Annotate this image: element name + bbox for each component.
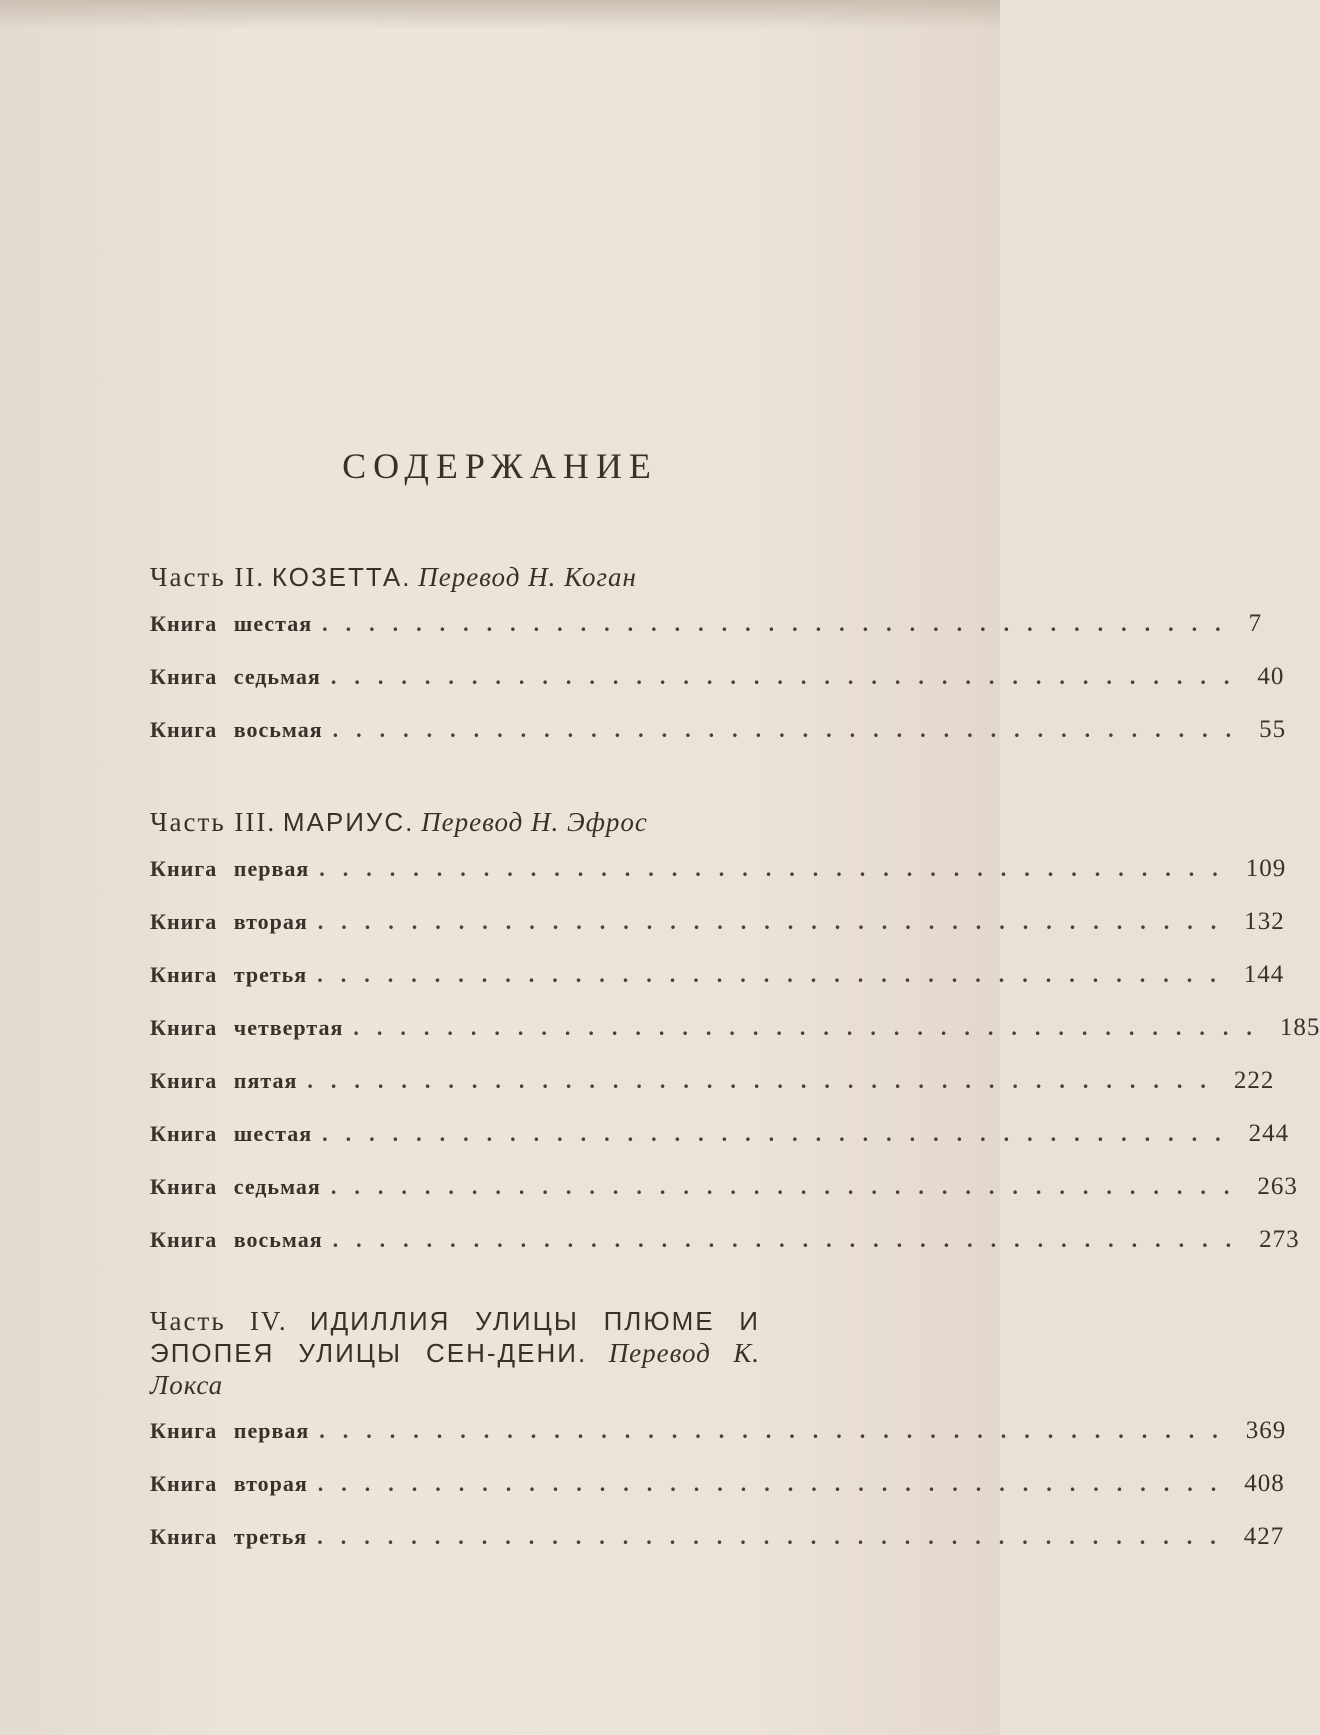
toc-entry[interactable]: [150, 716, 1287, 769]
toc-entry[interactable]: [150, 855, 1287, 908]
page-number: 132: [1244, 908, 1285, 935]
part-heading: [150, 560, 760, 594]
page-title: СОДЕРЖАНИЕ: [342, 446, 658, 486]
leader-dots: .......................................: [330, 664, 1248, 689]
toc-entry[interactable]: [150, 908, 1285, 961]
toc-entry[interactable]: [150, 1014, 1320, 1067]
entry-label: Книга четвертая: [150, 1015, 344, 1040]
toc-entry[interactable]: [150, 1523, 1285, 1576]
entry-label: Книга седьмая: [150, 664, 321, 689]
entry-label: Книга третья: [150, 1524, 308, 1549]
entry-label: Книга шестая: [150, 1121, 313, 1146]
leader-dots: .......................................: [317, 962, 1234, 987]
page-number: 273: [1259, 1226, 1300, 1253]
leader-dots: .......................................: [307, 1068, 1224, 1093]
part-title: ИДИЛЛИЯ УЛИЦЫ ПЛЮМЕ И ЭПОПЕЯ УЛИЦЫ СЕН-ДЕНИ.: [150, 1306, 760, 1368]
translator: Перевод К. Локса: [150, 1338, 760, 1400]
part-title: МАРИУС.: [282, 807, 415, 837]
leader-dots: .......................................: [332, 1227, 1250, 1252]
toc-entry[interactable]: [150, 1067, 1275, 1120]
page-number: 109: [1245, 855, 1287, 882]
entry-label: Книга восьмая: [150, 717, 323, 742]
page-shadow: [0, 0, 1000, 30]
page-number: 185: [1279, 1014, 1320, 1041]
toc-entry[interactable]: [150, 610, 1263, 663]
leader-dots: .......................................: [330, 1174, 1248, 1199]
page-number: 40: [1257, 663, 1285, 690]
toc-entry[interactable]: [150, 1173, 1298, 1226]
entry-label: Книга первая: [150, 856, 310, 881]
entry-label: Книга пятая: [150, 1068, 298, 1093]
page-number: 244: [1248, 1120, 1290, 1147]
leader-dots: .......................................: [317, 1471, 1235, 1496]
part-section: [150, 805, 1320, 1279]
part-heading: [150, 805, 760, 839]
page-number: 222: [1233, 1067, 1275, 1094]
part-label: Часть II.: [150, 562, 266, 592]
page-number: 369: [1245, 1417, 1287, 1444]
translator: Перевод Н. Эфрос: [421, 807, 648, 837]
entry-label: Книга восьмая: [150, 1227, 323, 1252]
leader-dots: .......................................: [332, 717, 1250, 742]
leader-dots: .......................................: [353, 1015, 1270, 1040]
leader-dots: .......................................: [322, 1121, 1239, 1146]
toc-entry[interactable]: [150, 1226, 1300, 1279]
page-number: 408: [1244, 1470, 1285, 1497]
part-title: КОЗЕТТА.: [271, 562, 412, 592]
entry-label: Книга вторая: [150, 909, 308, 934]
leader-dots: .......................................: [317, 1524, 1234, 1549]
leader-dots: .......................................: [322, 611, 1239, 636]
part-label: Часть III.: [150, 807, 277, 837]
page-number: 427: [1243, 1523, 1285, 1550]
leader-dots: .......................................: [319, 856, 1236, 881]
toc-entry[interactable]: [150, 961, 1285, 1014]
page-number: 55: [1259, 716, 1287, 743]
leader-dots: .......................................: [317, 909, 1235, 934]
entry-label: Книга первая: [150, 1418, 310, 1443]
part-heading: [150, 1305, 760, 1401]
part-label: Часть IV.: [150, 1306, 288, 1336]
part-section: [150, 560, 1287, 769]
entry-label: Книга шестая: [150, 611, 313, 636]
translator: Перевод Н. Коган: [418, 562, 637, 592]
entry-label: Книга седьмая: [150, 1174, 321, 1199]
entry-label: Книга вторая: [150, 1471, 308, 1496]
toc-entry[interactable]: [150, 1120, 1290, 1173]
toc-entry[interactable]: [150, 1417, 1287, 1470]
toc-entry[interactable]: [150, 663, 1285, 716]
entry-label: Книга третья: [150, 962, 308, 987]
page-number: 7: [1248, 610, 1263, 637]
leader-dots: .......................................: [319, 1418, 1236, 1443]
page-number: 144: [1243, 961, 1285, 988]
page-number: 263: [1257, 1173, 1298, 1200]
toc-entry[interactable]: [150, 1470, 1285, 1523]
part-section: [150, 1305, 1287, 1576]
